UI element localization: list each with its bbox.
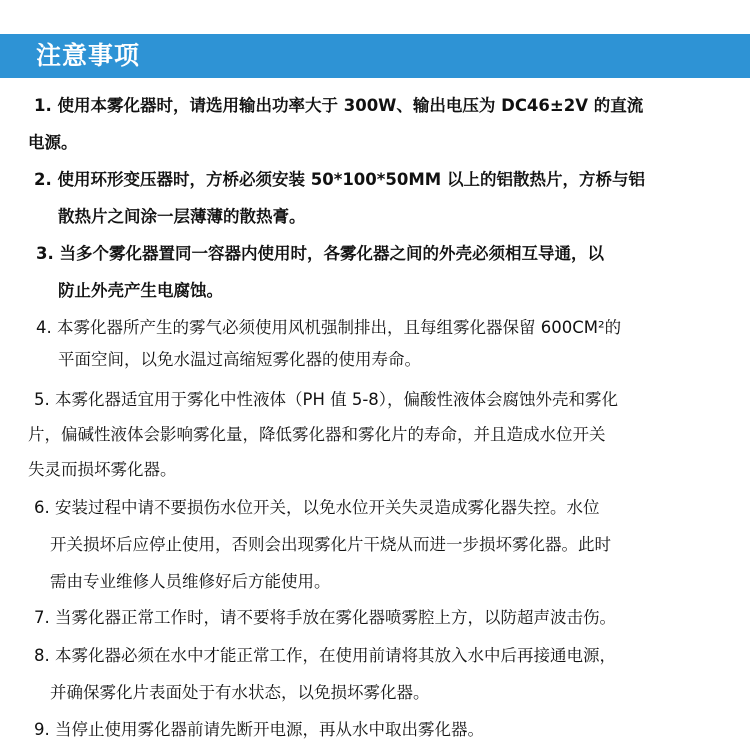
note-6-line-3: 需由专业维修人员维修好后方能使用。 [50,572,331,591]
section-title: 注意事项 [36,41,141,70]
note-3-line-2: 防止外壳产生电腐蚀。 [58,281,223,300]
note-6-line-2: 开关损坏后应停止使用，否则会出现雾化片干烧从而进一步损坏雾化器。此时 [50,535,611,554]
note-4-line-1: 4. 本雾化器所产生的雾气必须使用风机强制排出，且每组雾化器保留 600CM²的 [36,318,622,337]
note-6-line-1: 6. 安装过程中请不要损伤水位开关，以免水位开关失灵造成雾化器失控。水位 [34,498,600,517]
note-8-line-2: 并确保雾化片表面处于有水状态，以免损坏雾化器。 [50,683,430,702]
note-1-line-1: 1. 使用本雾化器时，请选用输出功率大于 300W、输出电压为 DC46±2V 的直流 [34,96,644,115]
note-5-line-2: 片，偏碱性液体会影响雾化量，降低雾化器和雾化片的寿命，并且造成水位开关 [28,425,606,444]
note-9-line-1: 9. 当停止使用雾化器前请先断开电源，再从水中取出雾化器。 [34,720,484,739]
note-5-line-3: 失灵而损坏雾化器。 [28,460,177,479]
note-1-line-2: 电源。 [28,133,78,152]
note-4-line-2: 平面空间，以免水温过高缩短雾化器的使用寿命。 [58,350,421,369]
note-5-line-1: 5. 本雾化器适宜用于雾化中性液体（PH 值 5-8），偏酸性液体会腐蚀外壳和雾化 [34,390,619,409]
note-8-line-1: 8. 本雾化器必须在水中才能正常工作，在使用前请将其放入水中后再接通电源， [34,646,616,665]
note-2-line-1: 2. 使用环形变压器时，方桥必须安装 50*100*50MM 以上的铝散热片，方桥与铝 [34,170,645,189]
note-3-line-1: 3. 当多个雾化器置同一容器内使用时，各雾化器之间的外壳必须相互导通，以 [36,244,604,263]
note-2-line-2: 散热片之间涂一层薄薄的散热膏。 [58,207,306,226]
note-7-line-1: 7. 当雾化器正常工作时，请不要将手放在雾化器喷雾腔上方，以防超声波击伤。 [34,608,616,627]
